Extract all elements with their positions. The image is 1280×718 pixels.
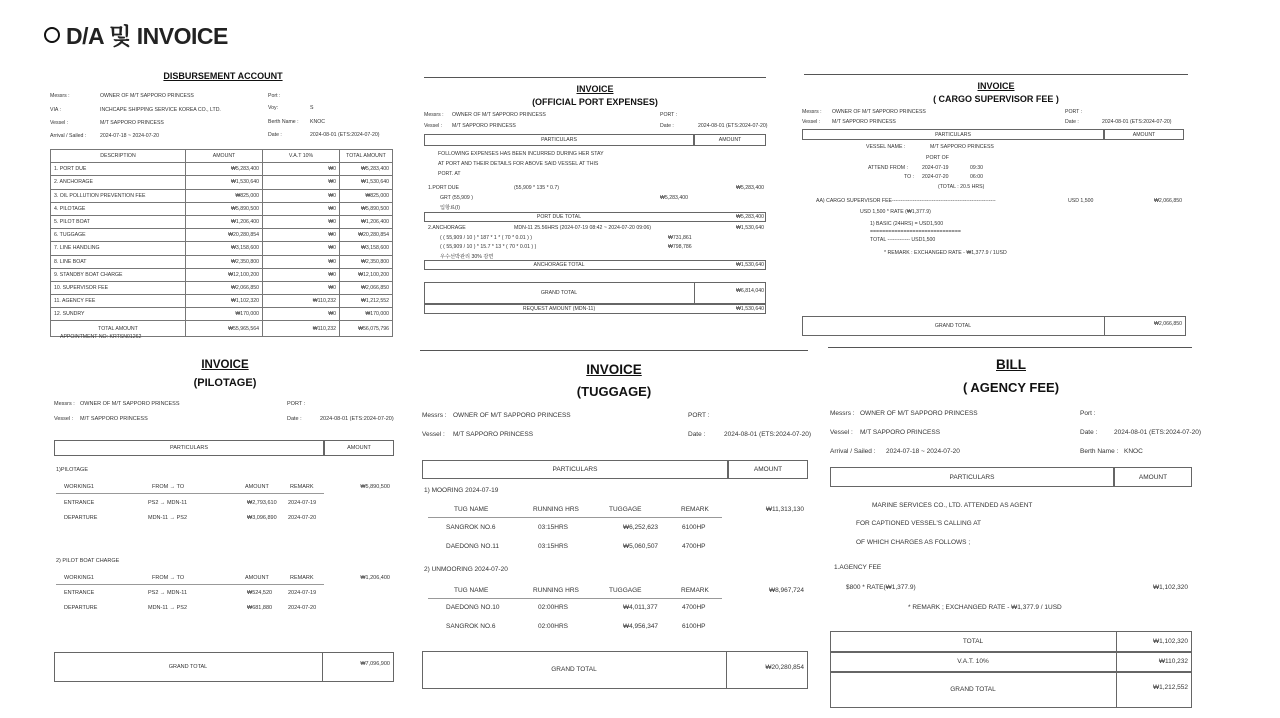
da-row-total: ₩12,100,200 <box>340 268 393 281</box>
da-row-amount: ₩825,000 <box>186 189 263 202</box>
tg-r4-tuggage: ₩4,956,347 <box>623 623 659 630</box>
bl-arrival: 2024-07-18 ~ 2024-07-20 <box>886 448 960 455</box>
pe-portdue-amt: ₩5,283,400 <box>736 185 764 191</box>
slide-title-text: D/A 및 INVOICE <box>66 23 228 49</box>
cs-vessel-label: Vessel : <box>802 119 821 125</box>
tg-date: 2024-08-01 (ETS:2024-07-20) <box>724 431 812 438</box>
da-row-description: 4. PILOTAGE <box>51 202 186 215</box>
pi-r2-working: DEPARTURE <box>64 515 98 521</box>
da-via-label: VIA : <box>50 107 61 113</box>
cs-portof: PORT OF <box>926 155 949 161</box>
pi-r1-remark: 2024-07-19 <box>288 500 317 506</box>
pe-messrs-label: Messrs : <box>424 112 444 118</box>
tg-col2-hrs: RUNNING HRS <box>533 587 579 594</box>
pi-grand-total: GRAND TOTAL <box>168 664 208 670</box>
pe-anch-total-amt: ₩1,530,640 <box>736 262 764 268</box>
pe-vessel: M/T SAPPORO PRINCESS <box>452 123 516 129</box>
pe-vessel-label: Vessel : <box>424 123 443 129</box>
da-table-row <box>51 295 393 308</box>
tg-title2: (TUGGAGE) <box>576 384 652 399</box>
pi-messrs-label: Messrs : <box>54 401 75 407</box>
bl-line1: MARINE SERVICES CO., LTD. ATTENDED AS AGENT <box>872 502 1033 509</box>
tg-r3-remark: 4700HP <box>682 604 706 611</box>
da-row-amount: ₩2,066,850 <box>186 281 263 294</box>
tg-r4-remark: 6100HP <box>682 623 706 630</box>
tg-date-label: Date : <box>688 431 706 438</box>
da-title: DISBURSEMENT ACCOUNT <box>163 71 283 81</box>
pe-request-amt: ₩1,530,640 <box>736 306 764 312</box>
da-total-vat: ₩110,232 <box>263 321 340 337</box>
da-row-amount: ₩3,158,600 <box>186 242 263 255</box>
da-row-description: 10. SUPERVISOR FEE <box>51 281 186 294</box>
da-row-total: ₩3,158,600 <box>340 242 393 255</box>
tg-r3-hrs: 02:00HRS <box>538 604 568 611</box>
pi-col-fromto: FROM → TO <box>152 484 185 490</box>
tg-sec1-amt: ₩11,313,130 <box>765 506 804 513</box>
da-row-total: ₩2,350,800 <box>340 255 393 268</box>
tg-grand-total: GRAND TOTAL <box>551 666 597 673</box>
cs-vname: M/T SAPPORO PRINCESS <box>930 144 994 150</box>
da-row-description: 2. ANCHORAGE <box>51 176 186 189</box>
bl-line3: OF WHICH CHARGES AS FOLLOWS ; <box>856 539 971 546</box>
pi-r2-amount: ₩3,096,890 <box>247 515 277 521</box>
da-row-amount: ₩2,350,800 <box>186 255 263 268</box>
pi-r4-amount: ₩681,880 <box>247 605 273 611</box>
pe-messrs: OWNER OF M/T SAPPORO PRINCESS <box>452 112 546 118</box>
tg-col2-tuggage: TUGGAGE <box>609 587 642 594</box>
pi-r4-remark: 2024-07-20 <box>288 605 317 611</box>
pi-port-label: PORT : <box>287 401 306 407</box>
da-table-row <box>51 176 393 189</box>
pi-vessel: M/T SAPPORO PRINCESS <box>80 416 148 422</box>
pe-intro1: FOLLOWING EXPENSES HAS BEEN INCURRED DURING HER STAY <box>438 151 604 157</box>
pe-anch-total: ANCHORAGE TOTAL <box>533 262 585 268</box>
pe-port-label: PORT : <box>660 112 678 118</box>
pi-date-label: Date : <box>287 416 302 422</box>
da-row-amount: ₩12,100,200 <box>186 268 263 281</box>
cs-fee-label: AA) CARGO SUPERVISOR FEE------------------------------------------------------------ <box>816 198 996 204</box>
bl-messrs: OWNER OF M/T SAPPORO PRINCESS <box>860 410 978 417</box>
pi-r3-working: ENTRANCE <box>64 590 95 596</box>
pi-r3-amount: ₩524,520 <box>247 590 273 596</box>
cs-basic: 1) BASIC (24HRS) = USD1,500 <box>870 221 944 227</box>
bl-fee-calc: $800 * RATE(₩1,377.9) <box>846 584 916 591</box>
bl-vat-amt: ₩110,232 <box>1158 658 1188 665</box>
da-row-vat: ₩0 <box>263 202 340 215</box>
da-table-row <box>51 255 393 268</box>
tg-r2-hrs: 03:15HRS <box>538 543 568 550</box>
cs-to-label: TO : <box>904 174 914 180</box>
tg-col2-tugname: TUG NAME <box>454 587 489 594</box>
pi-col-amount: AMOUNT <box>245 484 269 490</box>
da-row-amount: ₩5,283,400 <box>186 163 263 176</box>
cs-from-date: 2024-07-19 <box>922 165 949 171</box>
pe-anch-desc: MDN-11 25.56HRS (2024-07-19 08:42 ~ 2024-07-20 09:06) <box>514 225 652 231</box>
da-row-vat: ₩0 <box>263 242 340 255</box>
tg-r2-name: DAEDONG NO.11 <box>446 543 499 550</box>
da-table-row <box>51 189 393 202</box>
bl-total-label: TOTAL <box>962 638 984 645</box>
bl-vat-label: V.A.T. 10% <box>957 658 989 665</box>
cs-from-time: 09:30 <box>970 165 983 171</box>
agency-fee-bill <box>826 344 1202 716</box>
da-vessel-label: Vessel : <box>50 120 69 126</box>
pe-anch-amt: ₩1,530,640 <box>736 225 764 231</box>
bl-port-label: Port : <box>1080 410 1096 417</box>
da-vessel: M/T SAPPORO PRINCESS <box>100 120 164 126</box>
da-row-vat: ₩0 <box>263 268 340 281</box>
pi-r3-fromto: PS2 → MDN-11 <box>148 590 188 596</box>
bl-fee-amt: ₩1,102,320 <box>1152 584 1188 591</box>
pe-portdue-total: PORT DUE TOTAL <box>536 214 582 220</box>
pe-kr1: 입항료(I) <box>440 205 460 211</box>
bl-berth: KNOC <box>1124 448 1143 455</box>
da-port-label: Port : <box>268 93 281 99</box>
pe-request: REQUEST AMOUNT (MDN-11) <box>522 306 596 312</box>
pe-title2: (OFFICIAL PORT EXPENSES) <box>532 97 658 107</box>
cs-fee-usd: USD 1,500 <box>1068 198 1094 204</box>
da-total-amount: ₩55,965,564 <box>186 321 263 337</box>
tg-r4-name: SANGROK NO.6 <box>446 623 496 630</box>
tg-r2-remark: 4700HP <box>682 543 706 550</box>
tg-r3-tuggage: ₩4,011,377 <box>623 604 658 611</box>
da-row-vat: ₩0 <box>263 215 340 228</box>
cs-date: 2024-08-01 (ETS:2024-07-20) <box>1102 119 1172 125</box>
bl-amount: AMOUNT <box>1138 474 1168 481</box>
pi-sec1-amt: ₩5,890,500 <box>360 484 390 490</box>
tg-grand-total-amt: ₩20,280,854 <box>765 664 804 671</box>
pilotage-invoice <box>50 350 400 690</box>
da-berth: KNOC <box>310 119 325 125</box>
tg-r1-name: SANGROK NO.6 <box>446 524 496 531</box>
bl-grand-label: GRAND TOTAL <box>950 686 996 693</box>
tg-r3-name: DAEDONG NO.10 <box>446 604 500 611</box>
cs-to-date: 2024-07-20 <box>922 174 949 180</box>
da-row-amount: ₩1,206,400 <box>186 215 263 228</box>
cs-vname-label: VESSEL NAME : <box>866 144 906 150</box>
tg-vessel: M/T SAPPORO PRINCESS <box>453 431 534 438</box>
pe-grt-amt: ₩5,283,400 <box>660 195 688 201</box>
pi-date: 2024-08-01 (ETS:2024-07-20) <box>320 416 394 422</box>
pe-particulars: PARTICULARS <box>541 137 577 143</box>
da-table-header <box>51 150 393 163</box>
bl-vessel-label: Vessel : <box>830 429 853 436</box>
bl-date-label: Date : <box>1080 429 1098 436</box>
da-row-total: ₩20,280,854 <box>340 229 393 242</box>
da-row-description: 3. OIL POLLUTION PREVENTION FEE <box>51 189 186 202</box>
da-table-row <box>51 308 393 321</box>
pi-sec2-amt: ₩1,206,400 <box>360 575 390 581</box>
tg-sec2-amt: ₩8,967,724 <box>768 587 804 594</box>
cs-sep: ============================== <box>870 229 961 235</box>
da-col-total: TOTAL AMOUNT <box>340 150 393 163</box>
cs-title2: ( CARGO SUPERVISOR FEE ) <box>933 94 1059 104</box>
pi-col2-amount: AMOUNT <box>245 575 269 581</box>
tg-vessel-label: Vessel : <box>422 431 445 438</box>
pi-particulars: PARTICULARS <box>169 445 208 451</box>
tg-particulars: PARTICULARS <box>552 466 598 473</box>
cs-remark: * REMARK : EXCHANGED RATE - ₩1,377.9 / 1USD <box>884 250 1007 256</box>
bl-vessel: M/T SAPPORO PRINCESS <box>860 429 941 436</box>
da-row-vat: ₩0 <box>263 176 340 189</box>
da-table-row <box>51 281 393 294</box>
da-arrival-label: Arrival / Sailed : <box>50 133 87 139</box>
cargo-supervisor-invoice <box>800 70 1192 340</box>
pi-r4-fromto: MDN-11 → PS2 <box>148 605 188 611</box>
pe-amount: AMOUNT <box>718 137 742 143</box>
da-row-amount: ₩5,890,500 <box>186 202 263 215</box>
cs-rate: USD 1,500 * RATE (₩1,377.9) <box>860 209 931 215</box>
pi-r1-amount: ₩2,793,610 <box>247 500 277 506</box>
pe-title1: INVOICE <box>576 84 614 94</box>
tg-col-tugname: TUG NAME <box>454 506 489 513</box>
da-voy-label: Voy: <box>268 105 279 111</box>
bl-particulars: PARTICULARS <box>949 474 995 481</box>
pe-date: 2024-08-01 (ETS:2024-07-20) <box>698 123 768 129</box>
bl-messrs-label: Messrs : <box>830 410 855 417</box>
port-expenses-invoice <box>420 74 770 324</box>
da-via: INCHCAPE SHIPPING SERVICE KOREA CO., LTD. <box>100 107 221 113</box>
pe-intro2: AT PORT AND THEIR DETAILS FOR ABOVE SAID VESSEL AT THIS <box>438 161 599 167</box>
da-row-vat: ₩110,232 <box>263 295 340 308</box>
tg-r1-tuggage: ₩6,252,623 <box>623 524 659 531</box>
da-row-vat: ₩0 <box>263 308 340 321</box>
da-row-description: 12. SUNDRY <box>51 308 186 321</box>
tg-col2-remark: REMARK <box>681 587 709 594</box>
bl-fee-label: 1.AGENCY FEE <box>834 564 882 571</box>
pi-vessel-label: Vessel : <box>54 416 74 422</box>
cs-date-label: Date : <box>1065 119 1079 125</box>
cs-title1: INVOICE <box>977 81 1015 91</box>
da-arrival: 2024-07-18 ~ 2024-07-20 <box>100 133 159 139</box>
da-appointment: APPOINTMENT NO: KRTSN01262 <box>60 334 142 340</box>
tg-sec1: 1) MOORING 2024-07-19 <box>424 487 499 494</box>
da-row-amount: ₩170,000 <box>186 308 263 321</box>
da-row-vat: ₩0 <box>263 255 340 268</box>
bl-line2: FOR CAPTIONED VESSEL'S CALLING AT <box>856 520 982 527</box>
tg-messrs-label: Messrs : <box>422 412 447 419</box>
da-row-total: ₩1,206,400 <box>340 215 393 228</box>
slide-title <box>44 18 228 51</box>
tg-r4-hrs: 02:00HRS <box>538 623 568 630</box>
pi-title2: (PILOTAGE) <box>193 377 257 389</box>
tg-sec2: 2) UNMOORING 2024-07-20 <box>424 566 508 573</box>
bl-arrival-label: Arrival / Sailed : <box>830 448 876 455</box>
da-table-row <box>51 229 393 242</box>
da-berth-label: Berth Name : <box>268 119 299 125</box>
tg-r1-hrs: 03:15HRS <box>538 524 568 531</box>
da-row-description: 7. LINE HANDLING <box>51 242 186 255</box>
pi-r1-fromto: PS2 → MDN-11 <box>148 500 188 506</box>
bl-title2: ( AGENCY FEE) <box>962 380 1060 395</box>
pe-date-label: Date : <box>660 123 674 129</box>
da-table-row <box>51 268 393 281</box>
da-row-description: 9. STANDBY BOAT CHARGE <box>51 268 186 281</box>
cs-particulars: PARTICULARS <box>935 132 971 138</box>
pe-grt: GRT (55,909 ) <box>440 195 473 201</box>
pi-r4-working: DEPARTURE <box>64 605 98 611</box>
da-messrs-label: Messrs : <box>50 93 70 99</box>
pi-r2-remark: 2024-07-20 <box>288 515 317 521</box>
cs-messrs-label: Messrs : <box>802 109 822 115</box>
da-row-description: 11. AGENCY FEE <box>51 295 186 308</box>
da-col-description: DESCRIPTION <box>51 150 186 163</box>
tg-col-hrs: RUNNING HRS <box>533 506 579 513</box>
pe-anch-c1: ( ( 55,909 / 10 ) * 187 * 1 * ( 70 * 0.01 ) ) <box>440 235 532 241</box>
da-table-row <box>51 202 393 215</box>
tg-title1: INVOICE <box>586 362 642 377</box>
da-row-total: ₩170,000 <box>340 308 393 321</box>
da-date: 2024-08-01 (ETS:2024-07-20) <box>310 132 380 138</box>
pe-anch-c2-amt: ₩798,786 <box>668 244 692 250</box>
da-row-amount: ₩1,102,320 <box>186 295 263 308</box>
tg-amount: AMOUNT <box>753 466 783 473</box>
da-row-total: ₩825,000 <box>340 189 393 202</box>
cs-messrs: OWNER OF M/T SAPPORO PRINCESS <box>832 109 926 115</box>
da-col-amount: AMOUNT <box>186 150 263 163</box>
da-row-total: ₩2,066,850 <box>340 281 393 294</box>
pi-col2-working: WORKING1 <box>64 575 94 581</box>
cs-port-label: PORT : <box>1065 109 1083 115</box>
da-row-total: ₩5,283,400 <box>340 163 393 176</box>
pe-anch-label: 2.ANCHORAGE <box>428 225 466 231</box>
pe-intro3: PORT. AT <box>438 171 461 177</box>
pe-anch-c2: ( ( 55,909 / 10 ) * 15.7 * 13 * ( 70 * 0.01 ) ) <box>440 244 537 250</box>
tg-r2-tuggage: ₩5,060,507 <box>623 543 659 550</box>
da-row-amount: ₩1,530,640 <box>186 176 263 189</box>
da-row-total: ₩1,212,552 <box>340 295 393 308</box>
bl-total-amt: ₩1,102,320 <box>1152 638 1188 645</box>
cs-grand-total: GRAND TOTAL <box>934 323 972 329</box>
tuggage-invoice <box>418 348 810 692</box>
tg-col-remark: REMARK <box>681 506 709 513</box>
bl-title1: BILL <box>996 357 1026 372</box>
pi-title1: INVOICE <box>201 359 249 371</box>
pi-sec2: 2) PILOT BOAT CHARGE <box>56 558 120 564</box>
tg-messrs: OWNER OF M/T SAPPORO PRINCESS <box>453 412 571 419</box>
pe-kr2: 우수선박관리 30% 감면 <box>440 254 494 260</box>
da-table-row <box>51 163 393 176</box>
pe-portdue-label: 1.PORT DUE <box>428 185 459 191</box>
da-row-description: 5. PILOT BOAT <box>51 215 186 228</box>
pi-col2-remark: REMARK <box>290 575 314 581</box>
da-row-description: 1. PORT DUE <box>51 163 186 176</box>
pi-col-working: WORKING1 <box>64 484 94 490</box>
da-row-description: 8. LINE BOAT <box>51 255 186 268</box>
da-row-vat: ₩0 <box>263 163 340 176</box>
cs-to-time: 06:00 <box>970 174 983 180</box>
cs-total-line: TOTAL ------------- USD1,500 <box>870 237 936 243</box>
pi-amount: AMOUNT <box>347 445 371 451</box>
da-row-total: ₩1,530,640 <box>340 176 393 189</box>
pe-grand-total-amt: ₩6,814,040 <box>736 288 764 294</box>
pe-portdue-total-amt: ₩5,283,400 <box>736 214 764 220</box>
pi-r3-remark: 2024-07-19 <box>288 590 317 596</box>
tg-r1-remark: 6100HP <box>682 524 706 531</box>
bl-grand-amt: ₩1,212,552 <box>1152 684 1188 691</box>
cs-amount: AMOUNT <box>1132 132 1156 138</box>
pi-grand-total-amt: ₩7,096,900 <box>360 661 390 667</box>
pi-r2-fromto: MDN-11 → PS2 <box>148 515 188 521</box>
da-row-vat: ₩0 <box>263 281 340 294</box>
da-total-sum: ₩56,075,796 <box>340 321 393 337</box>
bl-remark: * REMARK ; EXCHANGED RATE - ₩1,377.9 / 1USD <box>908 604 1062 611</box>
pe-grand-total: GRAND TOTAL <box>540 290 578 296</box>
pe-anch-c1-amt: ₩731,861 <box>668 235 692 241</box>
tg-col-tuggage: TUGGAGE <box>609 506 642 513</box>
da-table <box>50 149 393 337</box>
da-table-row <box>51 215 393 228</box>
pi-r1-working: ENTRANCE <box>64 500 95 506</box>
disbursement-account-doc <box>48 66 398 346</box>
pi-col-remark: REMARK <box>290 484 314 490</box>
da-row-amount: ₩20,280,854 <box>186 229 263 242</box>
da-row-description: 6. TUGGAGE <box>51 229 186 242</box>
pi-sec1: 1)PILOTAGE <box>56 467 88 473</box>
cs-from-label: ATTEND FROM : <box>868 165 908 171</box>
da-row-total: ₩5,890,500 <box>340 202 393 215</box>
da-table-row <box>51 242 393 255</box>
pe-portdue-calc: (55,909 * 135 * 0.7) <box>514 185 559 191</box>
cs-total-hrs: (TOTAL : 20.5 HRS) <box>938 184 985 190</box>
da-row-vat: ₩0 <box>263 189 340 202</box>
cs-grand-total-amt: ₩2,066,850 <box>1154 321 1182 327</box>
da-messrs: OWNER OF M/T SAPPORO PRINCESS <box>100 93 194 99</box>
cs-vessel: M/T SAPPORO PRINCESS <box>832 119 896 125</box>
da-total-label: TOTAL AMOUNT <box>51 321 186 337</box>
pi-col2-fromto: FROM → TO <box>152 575 185 581</box>
bl-date: 2024-08-01 (ETS:2024-07-20) <box>1114 429 1202 436</box>
bl-berth-label: Berth Name : <box>1080 448 1119 455</box>
da-row-vat: ₩0 <box>263 229 340 242</box>
tg-port-label: PORT : <box>688 412 710 419</box>
da-date-label: Date : <box>268 132 282 138</box>
da-voy: S <box>310 105 314 111</box>
da-col-vat: V.A.T 10% <box>263 150 340 163</box>
cs-fee-amt: ₩2,066,850 <box>1154 198 1182 204</box>
pi-messrs: OWNER OF M/T SAPPORO PRINCESS <box>80 401 180 407</box>
circle-bullet-icon <box>44 27 60 43</box>
